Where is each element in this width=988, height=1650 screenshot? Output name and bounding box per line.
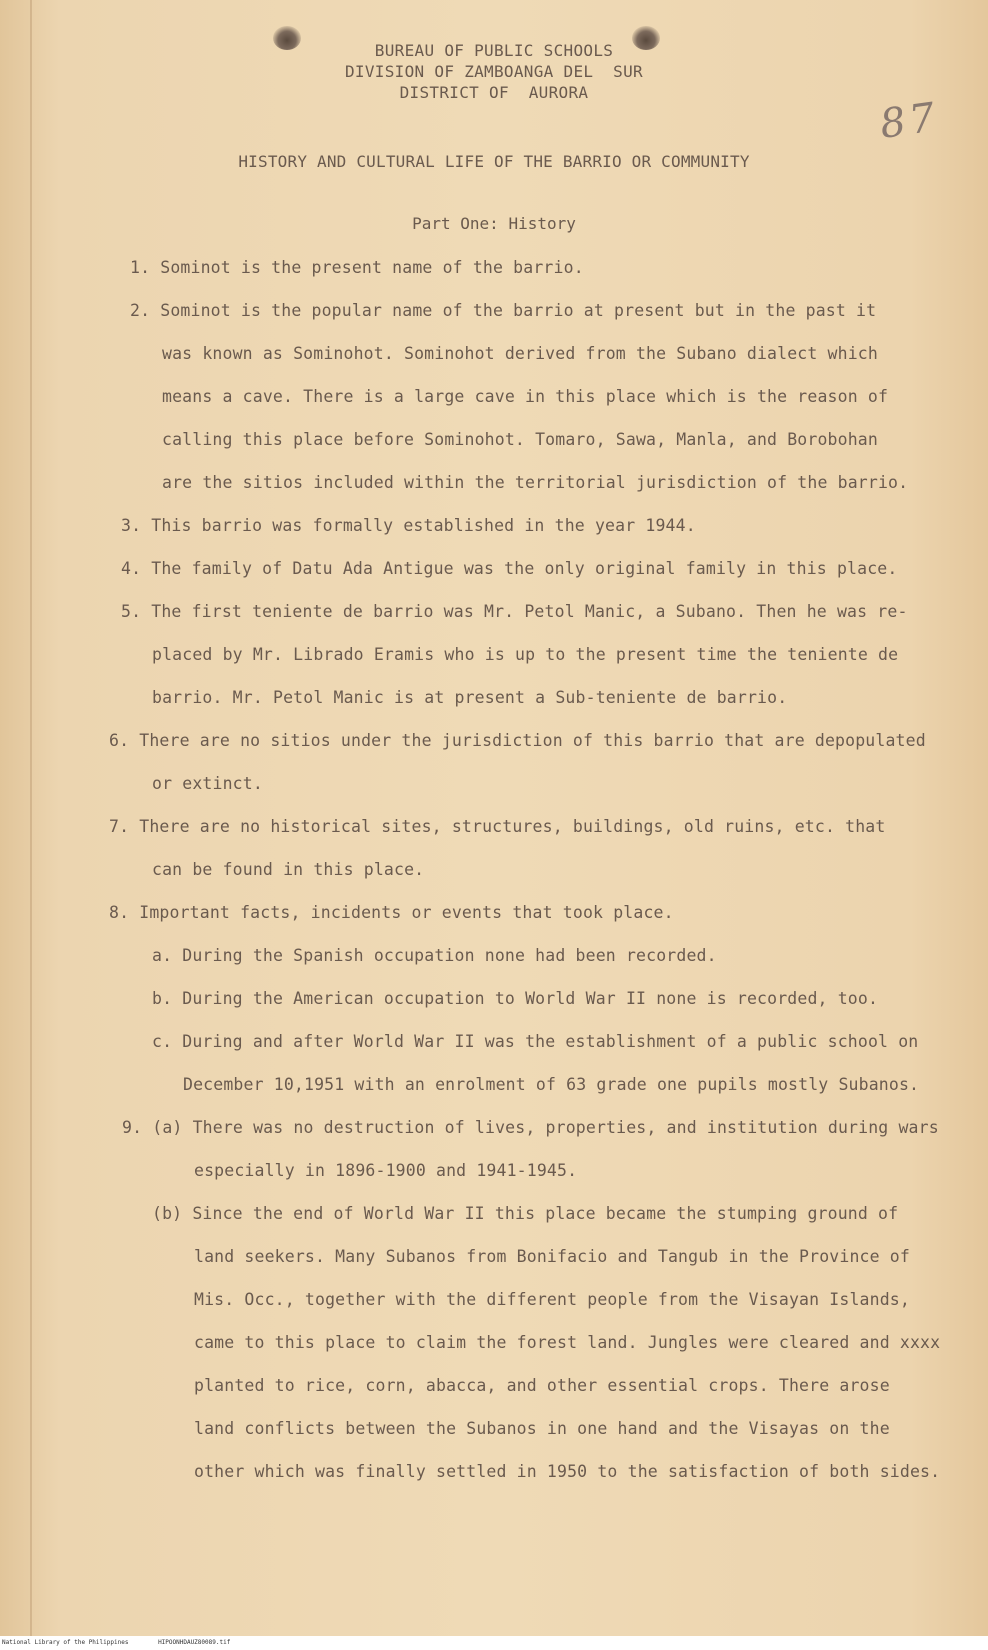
text-line: 5. The first teniente de barrio was Mr. Petol Manic, a Subano. Then he was re- [121,602,908,621]
footer-filename: HIPOONHDAUZ80089.tif [158,1639,231,1646]
text-line: barrio. Mr. Petol Manic is at present a Sub-teniente de barrio. [152,688,788,707]
text-line: came to this place to claim the forest land. Jungles were cleared and xxxx [194,1333,941,1352]
text-line: 7. There are no historical sites, structures, buildings, old ruins, etc. that [109,817,886,836]
text-line: b. During the American occupation to World War II none is recorded, too. [152,989,879,1008]
page-edge [30,0,32,1636]
text-line: can be found in this place. [152,860,425,879]
text-line: means a cave. There is a large cave in this place which is the reason of [162,387,889,406]
text-line: a. During the Spanish occupation none had been recorded. [152,946,717,965]
text-line: 9. (a) There was no destruction of lives, properties, and institution during wars [122,1118,939,1137]
text-line: planted to rice, corn, abacca, and other essential crops. There arose [194,1376,890,1395]
letterhead [0,40,988,103]
text-line: 4. The family of Datu Ada Antigue was the only original family in this place. [121,559,898,578]
text-line: Mis. Occ., together with the different people from the Visayan Islands, [194,1290,910,1309]
text-line: 2. Sominot is the popular name of the barrio at present but in the past it [130,301,877,320]
scan-footer [0,1636,988,1650]
text-line: are the sitios included within the territorial jurisdiction of the barrio. [162,473,909,492]
footer-source: National Library of the Philippines [2,1639,129,1646]
text-line: 3. This barrio was formally established in the year 1944. [121,516,696,535]
header-district: DISTRICT OF AURORA [399,83,589,102]
text-line: was known as Sominohot. Sominohot derived from the Subano dialect which [162,344,878,363]
text-line: 8. Important facts, incidents or events that took place. [109,903,674,922]
text-line: other which was finally settled in 1950 to the satisfaction of both sides. [194,1462,941,1481]
text-line: especially in 1896-1900 and 1941-1945. [194,1161,578,1180]
header-bureau: BUREAU OF PUBLIC SCHOOLS [374,41,614,60]
text-line: December 10,1951 with an enrolment of 63 grade one pupils mostly Subanos. [183,1075,920,1094]
handwritten-page-number: 87 [877,94,942,148]
text-line: (b) Since the end of World War II this place became the stumping ground of [152,1204,899,1223]
text-line: 6. There are no sitios under the jurisdiction of this barrio that are depopulated [109,731,926,750]
text-line: or extinct. [152,774,263,793]
text-line: land conflicts between the Subanos in one hand and the Visayas on the [194,1419,890,1438]
text-line: 1. Sominot is the present name of the barrio. [130,258,584,277]
text-line: calling this place before Sominohot. Tomaro, Sawa, Manla, and Borobohan [162,430,878,449]
header-division: DIVISION OF ZAMBOANGA DEL SUR [345,62,643,81]
part-heading: Part One: History [412,214,576,233]
text-line: c. During and after World War II was the establishment of a public school on [152,1032,919,1051]
text-line: land seekers. Many Subanos from Bonifacio and Tangub in the Province of [194,1247,910,1266]
text-line: placed by Mr. Librado Eramis who is up to the present time the teniente de [152,645,899,664]
document-title: HISTORY AND CULTURAL LIFE OF THE BARRIO OR COMMUNITY [238,152,750,171]
